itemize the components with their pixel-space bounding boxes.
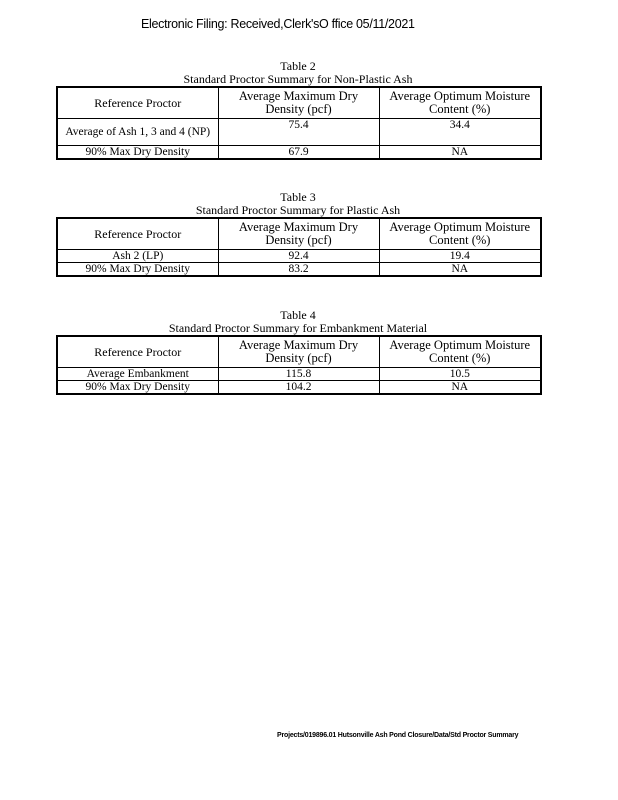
table-cell: Average of Ash 1, 3 and 4 (NP) (57, 119, 218, 146)
column-header: Average Maximum Dry Density (pcf) (218, 87, 379, 119)
column-header: Average Maximum Dry Density (pcf) (218, 336, 379, 368)
proctor-table (56, 86, 542, 160)
table-cell: 92.4 (218, 250, 379, 263)
table-number: Table 2 (280, 59, 316, 73)
table-cell: 83.2 (218, 263, 379, 277)
table-cell: 90% Max Dry Density (57, 263, 218, 277)
electronic-filing-header: Electronic Filing: Received,Clerk'sO ffice 05/11/2021 (141, 17, 415, 31)
table-header-row (57, 87, 541, 119)
file-path-footer: Projects/019896.01 Hutsonville Ash Pond Closure/Data/Std Proctor Summary (277, 732, 519, 739)
column-header: Reference Proctor (57, 218, 218, 250)
table-row (57, 250, 541, 263)
table-3-block (56, 191, 540, 277)
table-4-block (56, 309, 540, 395)
table-row (57, 119, 541, 146)
table-title: Standard Proctor Summary for Plastic Ash (195, 203, 401, 217)
proctor-table (56, 335, 542, 395)
table-header-row (57, 218, 541, 250)
table-cell: Average Embankment (57, 368, 218, 381)
table-title: Standard Proctor Summary for Non-Plastic Ash (183, 72, 413, 86)
table-2-block (56, 60, 540, 160)
table-cell: 75.4 (218, 119, 379, 146)
column-header: Reference Proctor (57, 336, 218, 368)
table-cell: NA (379, 381, 541, 395)
table-cell: 10.5 (379, 368, 541, 381)
column-header: Average Maximum Dry Density (pcf) (218, 218, 379, 250)
column-header: Average Optimum Moisture Content (%) (379, 218, 541, 250)
table-cell: 90% Max Dry Density (57, 146, 218, 160)
table-cell: NA (379, 146, 541, 160)
table-cell: 90% Max Dry Density (57, 381, 218, 395)
table-cell: Ash 2 (LP) (57, 250, 218, 263)
column-header: Average Optimum Moisture Content (%) (379, 87, 541, 119)
column-header: Average Optimum Moisture Content (%) (379, 336, 541, 368)
table-cell: 67.9 (218, 146, 379, 160)
table-row (57, 263, 541, 277)
table-header-row (57, 336, 541, 368)
table-number: Table 4 (280, 308, 316, 322)
column-header: Reference Proctor (57, 87, 218, 119)
table-cell: NA (379, 263, 541, 277)
table-cell: 34.4 (379, 119, 541, 146)
proctor-table (56, 217, 542, 277)
table-cell: 19.4 (379, 250, 541, 263)
table-cell: 115.8 (218, 368, 379, 381)
table-title: Standard Proctor Summary for Embankment Material (168, 321, 428, 335)
table-row (57, 381, 541, 395)
table-row (57, 368, 541, 381)
table-cell: 104.2 (218, 381, 379, 395)
table-row (57, 146, 541, 160)
table-number: Table 3 (280, 190, 316, 204)
